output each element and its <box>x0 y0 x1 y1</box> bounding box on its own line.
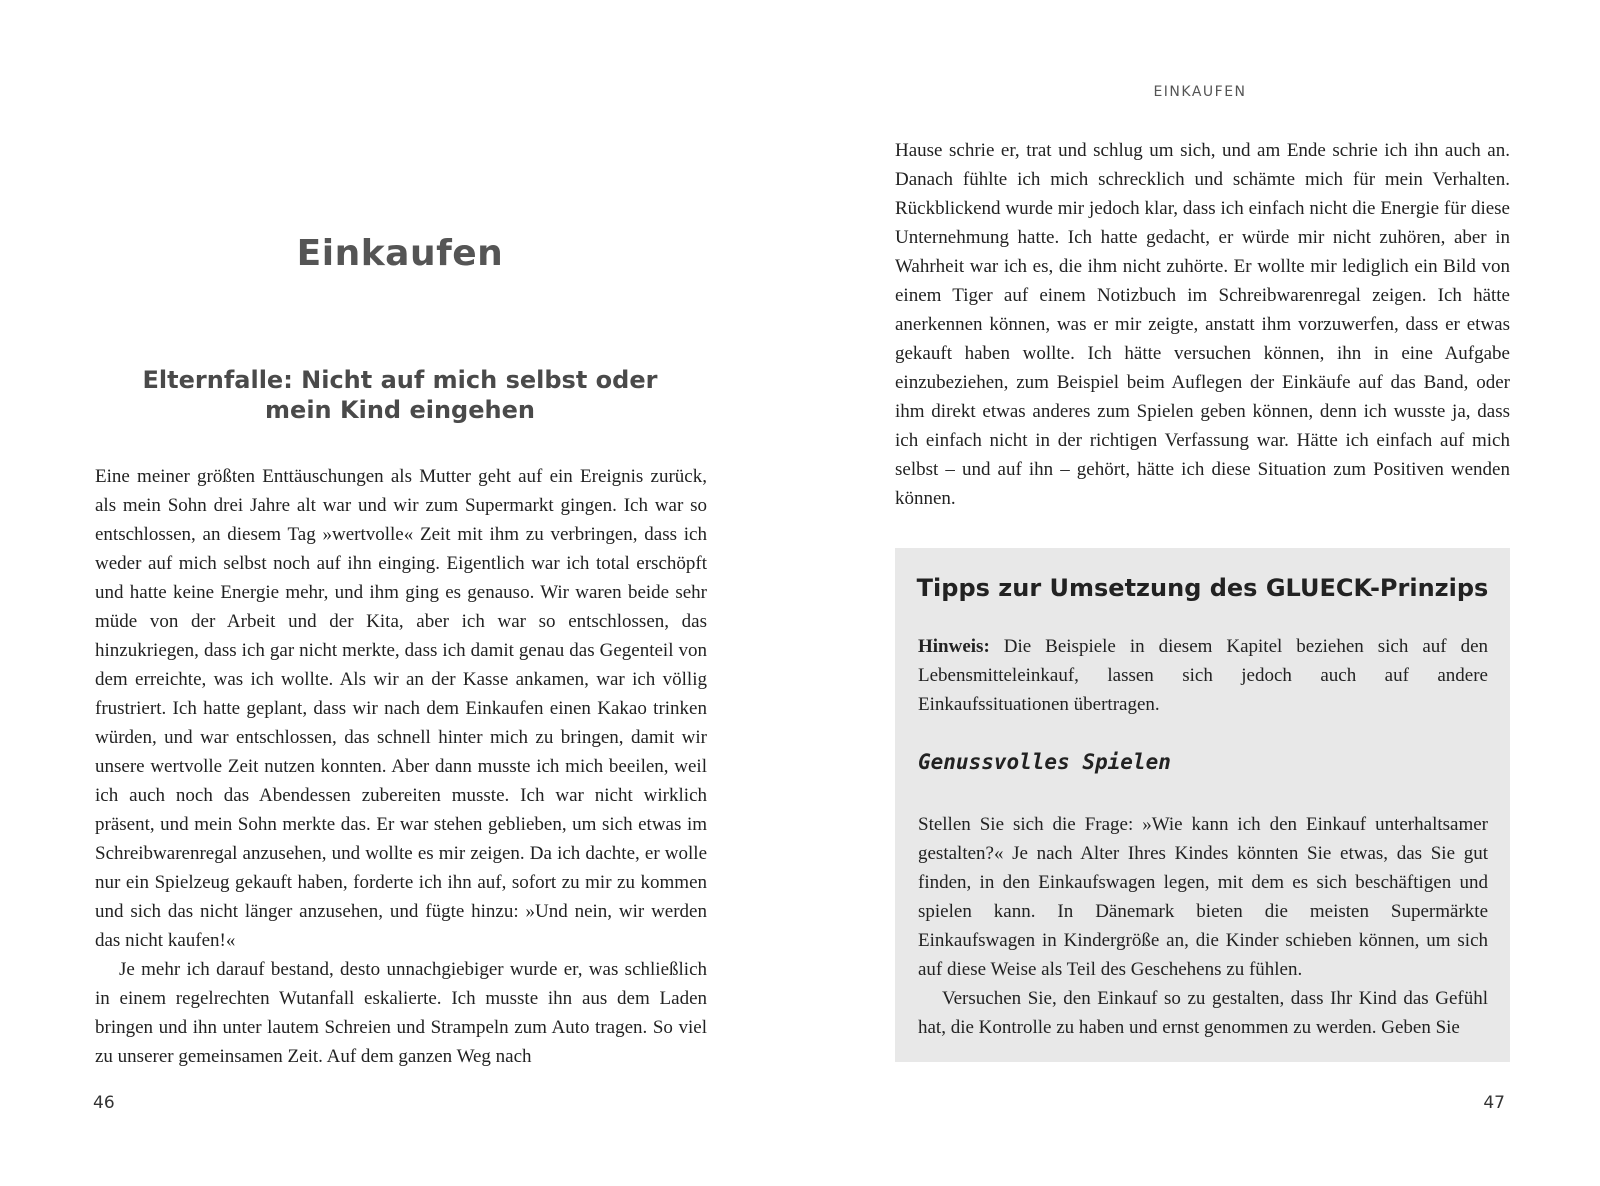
hint-label: Hinweis: <box>918 636 990 657</box>
hint-text: Die Beispiele in diesem Kapitel beziehen sich auf den Lebensmitteleinkauf, lassen sich jedoch auch auf andere Einkaufssituationen übertragen. <box>918 636 1488 715</box>
paragraph: Stellen Sie sich die Frage: »Wie kann ich den Einkauf unterhaltsamer gestalten?« Je nach Alter Ihres Kindes könnten Sie etwas, das Sie gut finden, in den Einkaufswagen legen, mit dem es sich beschäftigen und spielen kann. In Dänemark bieten die meisten Supermärkte Einkaufswagen in Kindergröße an, die Kinder schieben können, um sich auf diese Weise als Teil des Geschehens zu fühlen. <box>918 814 1488 980</box>
section-title: Elternfalle: Nicht auf mich selbst oder mein Kind eingehen <box>142 366 658 424</box>
tips-hint <box>918 632 1488 719</box>
paragraph: Eine meiner größten Enttäuschungen als Mutter geht auf ein Ereignis zurück, als mein Sohn drei Jahre alt war und wir zum Supermarkt gingen. Ich war so entschlossen, an diesem Tag »wertvolle« Zeit mit ihm zu verbringen, dass ich weder auf mich selbst noch auf ihn einging. Eigentlich war ich total erschöpft und hatte keine Energie mehr, und ihm ging es genauso. Wir waren beide sehr müde von der Arbeit und der Kita, aber ich war so entschlossen, das hinzukriegen, dass ich gar nicht merkte, dass ich damit genau das Gegenteil von dem erreichte, was ich wollte. Als wir an der Kasse ankamen, war ich völlig frustriert. Ich hatte geplant, dass wir nach dem Einkaufen einen Kakao trinken würden, und war entschlossen, das schnell hinter mich zu bringen, damit wir unsere wertvolle Zeit nutzen konnten. Aber dann musste ich mich beeilen, weil ich auch noch das Abendessen zubereiten musste. Ich war nicht wirklich präsent, und mein Sohn merkte das. Er war stehen geblieben, um sich etwas im Schreibwarenregal anzusehen, und wollte es mir zeigen. Da ich dachte, er wolle nur ein Spielzeug gekauft haben, forderte ich ihn auf, sofort zu mir zu kommen und sich das nicht länger anzusehen, und fügte hinzu: »Und nein, wir werden das nicht kaufen!« <box>95 466 707 951</box>
paragraph: Versuchen Sie, den Einkauf so zu gestalten, dass Ihr Kind das Gefühl hat, die Kontrolle zu haben und ernst genommen zu werden. Geben Sie <box>918 988 1488 1038</box>
right-page <box>800 0 1600 1186</box>
right-body-text: Hause schrie er, trat und schlug um sich, und am Ende schrie ich ihn auch an. Danach fühlte ich mich schrecklich und schämte mich für mein Verhalten. Rückblickend wurde mir jedoch klar, dass ich einfach nicht die Energie für diese Unternehmung hatte. Ich hatte gedacht, er würde mir nicht zuhören, aber in Wahrheit war ich es, die ihm nicht zuhörte. Er wollte mir lediglich ein Bild von einem Tiger auf einem Notizbuch im Schreibwarenregal zeigen. Ich hätte anerkennen können, was er mir zeigte, anstatt ihm vorzuwerfen, dass er etwas gekauft haben wollte. Ich hätte versuchen können, ihn in eine Aufgabe einzubeziehen, zum Beispiel beim Auflegen der Einkäufe auf das Band, oder ihm direkt etwas anderes zum Spielen geben können, denn ich wusste ja, dass ich einfach nicht in der richtigen Verfassung war. Hätte ich einfach auf mich selbst – und auf ihn – gehört, hätte ich diese Situation zum Positiven wenden können. <box>895 140 1510 509</box>
tips-subheading: Genussvolles Spielen <box>918 750 1171 774</box>
paragraph: Je mehr ich darauf bestand, desto unnachgiebiger wurde er, was schließlich in einem regelrechten Wutanfall eskalierte. Ich musste ihn aus dem Laden bringen und ihn unter lautem Schreien und Strampeln zum Auto tragen. So viel zu unserer gemeinsamen Zeit. Auf dem ganzen Weg nach <box>95 959 707 1067</box>
tips-title: Tipps zur Umsetzung des GLUECK-Prinzips <box>916 574 1489 602</box>
page-number-left: 46 <box>93 1093 115 1113</box>
page-number-right: 47 <box>1483 1093 1505 1113</box>
left-body-text <box>95 462 707 1071</box>
chapter-title: Einkaufen <box>296 233 504 274</box>
tips-body-text <box>918 810 1488 1042</box>
tips-box <box>895 548 1510 1062</box>
running-head: EINKAUFEN <box>1153 84 1247 100</box>
